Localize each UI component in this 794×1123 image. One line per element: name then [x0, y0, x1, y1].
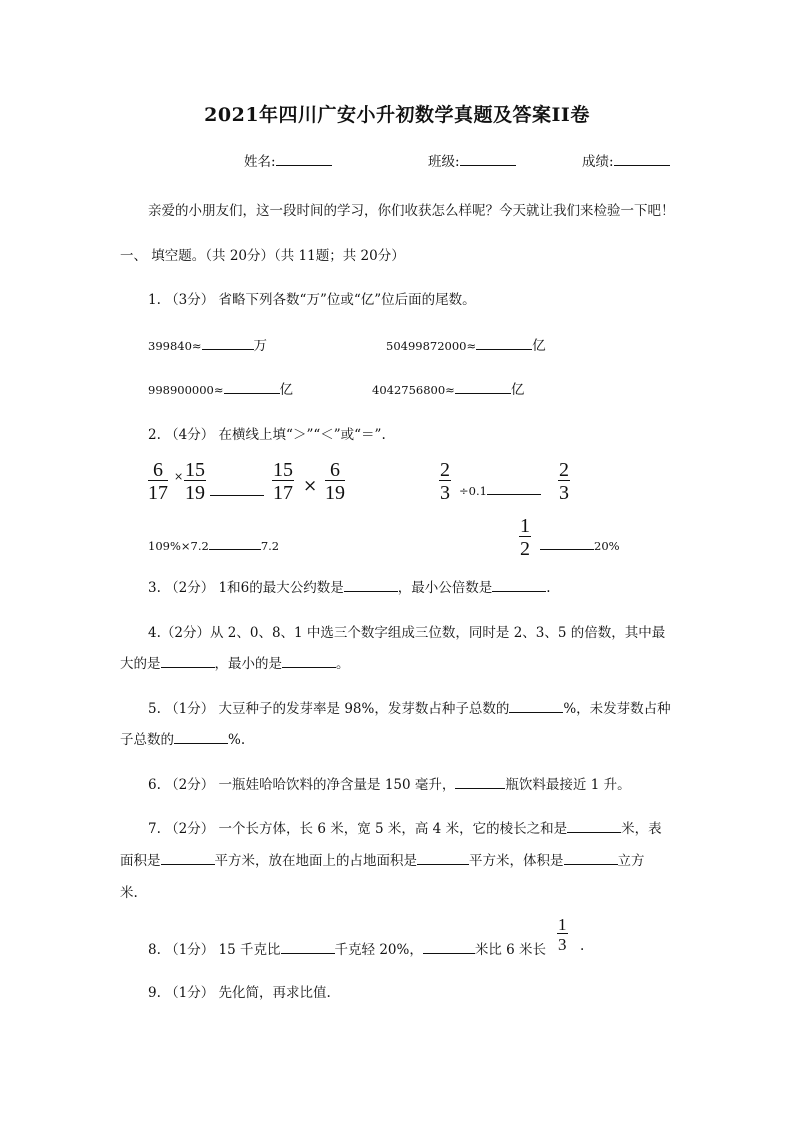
answer-blank[interactable]: [161, 655, 215, 668]
name-blank[interactable]: [276, 153, 332, 166]
q2-division: ÷0.1: [459, 482, 541, 498]
question-6: 6. （2分） 一瓶娃哈哈饮料的净含量是 150 毫升， 瓶饮料最接近 1 升。: [148, 777, 631, 793]
q2-percent-compare: 20%: [540, 537, 620, 553]
answer-blank[interactable]: [509, 700, 563, 713]
class-field[interactable]: [428, 150, 516, 170]
question-2-stem: 2. （4分） 在横线上填“＞”“＜”或“＝”.: [148, 427, 386, 443]
answer-blank[interactable]: [492, 579, 546, 592]
fraction-6-19: $\frac{6}{19}$: [325, 459, 345, 504]
fraction-6-17: $\frac{6}{17}$: [148, 459, 168, 504]
question-3: 3. （2分） 1和6的最大公约数是 ，最小公倍数是 .: [148, 580, 551, 596]
answer-blank[interactable]: [209, 537, 261, 550]
times-sign: ×: [303, 476, 318, 496]
answer-blank[interactable]: [417, 852, 469, 865]
answer-blank[interactable]: [202, 337, 254, 350]
score-field[interactable]: [582, 150, 670, 170]
answer-blank[interactable]: [174, 731, 228, 744]
question-7-line2: 面积是 平方米，放在地面上的占地面积是 平方米，体积是 立方: [120, 853, 645, 869]
answer-blank[interactable]: [455, 776, 505, 789]
question-8: 8. （1分） 15 千克比 千克轻 20%， 米比 6 米长: [148, 942, 547, 958]
fraction-15-19: $\frac{15}{19}$: [185, 459, 205, 504]
q2-percent-expr: 109%×7.2 7.2: [148, 539, 280, 553]
question-9-stem: 9. （1分） 先化简，再求比值.: [148, 985, 331, 1001]
answer-blank[interactable]: [344, 579, 398, 592]
fraction-2-3: $\frac{2}{3}$: [440, 459, 450, 504]
q1-item-a: 399840≈ 万: [148, 338, 268, 354]
answer-blank[interactable]: [540, 537, 594, 550]
answer-blank[interactable]: [564, 852, 618, 865]
question-4-line2: 大的是 ，最小的是 。: [120, 656, 350, 672]
score-label: 成绩:: [582, 154, 614, 170]
answer-blank[interactable]: [567, 820, 621, 833]
question-5-line1: 5. （1分） 大豆种子的发芽率是 98%，发芽数占种子总数的 %，未发芽数占种: [148, 701, 671, 717]
question-5-line2: 子总数的 %.: [120, 732, 246, 748]
answer-blank[interactable]: [210, 481, 264, 500]
times-sign: ×: [174, 470, 184, 483]
q1-item-d: 4042756800≈ 亿: [372, 382, 525, 398]
answer-blank[interactable]: [281, 941, 335, 954]
section-heading: 一、 填空题。（共 20分）（共 11题；共 20分）: [120, 248, 405, 264]
question-7-line3: 米.: [120, 885, 138, 901]
name-field[interactable]: [244, 150, 332, 170]
q8-period: .: [580, 938, 585, 954]
answer-blank[interactable]: [423, 941, 475, 954]
q1-item-c: 998900000≈ 亿: [148, 382, 293, 398]
answer-blank[interactable]: [282, 655, 336, 668]
name-label: 姓名:: [244, 154, 276, 170]
answer-blank[interactable]: [161, 852, 215, 865]
class-blank[interactable]: [460, 153, 516, 166]
question-1-stem: 1. （3分） 省略下列各数“万”位或“亿”位后面的尾数。: [148, 292, 476, 308]
page-title: 2021年四川广安小升初数学真题及答案II卷: [204, 104, 590, 126]
fraction-15-17: $\frac{15}{17}$: [273, 459, 293, 504]
question-7-line1: 7. （2分） 一个长方体，长 6 米，宽 5 米，高 4 米，它的棱长之和是 米，表: [148, 821, 662, 837]
fraction-2-3-right: $\frac{2}{3}$: [559, 459, 569, 504]
answer-blank[interactable]: [487, 482, 541, 495]
question-4-line1: 4.（2分）从 2、0、8、1 中选三个数字组成三位数，同时是 2、3、5 的倍数，其中最: [148, 625, 666, 641]
class-label: 班级:: [428, 154, 460, 170]
answer-blank[interactable]: [476, 337, 532, 350]
intro-text: 亲爱的小朋友们，这一段时间的学习，你们收获怎么样呢？今天就让我们来检验一下吧！: [148, 203, 675, 219]
answer-blank[interactable]: [455, 381, 511, 394]
score-blank[interactable]: [614, 153, 670, 166]
q1-item-b: 50499872000≈ 亿: [386, 338, 546, 354]
answer-blank[interactable]: [224, 381, 280, 394]
fraction-1-3: $\frac{1}{3}$: [558, 915, 567, 954]
fraction-1-2: $\frac{1}{2}$: [520, 515, 530, 560]
